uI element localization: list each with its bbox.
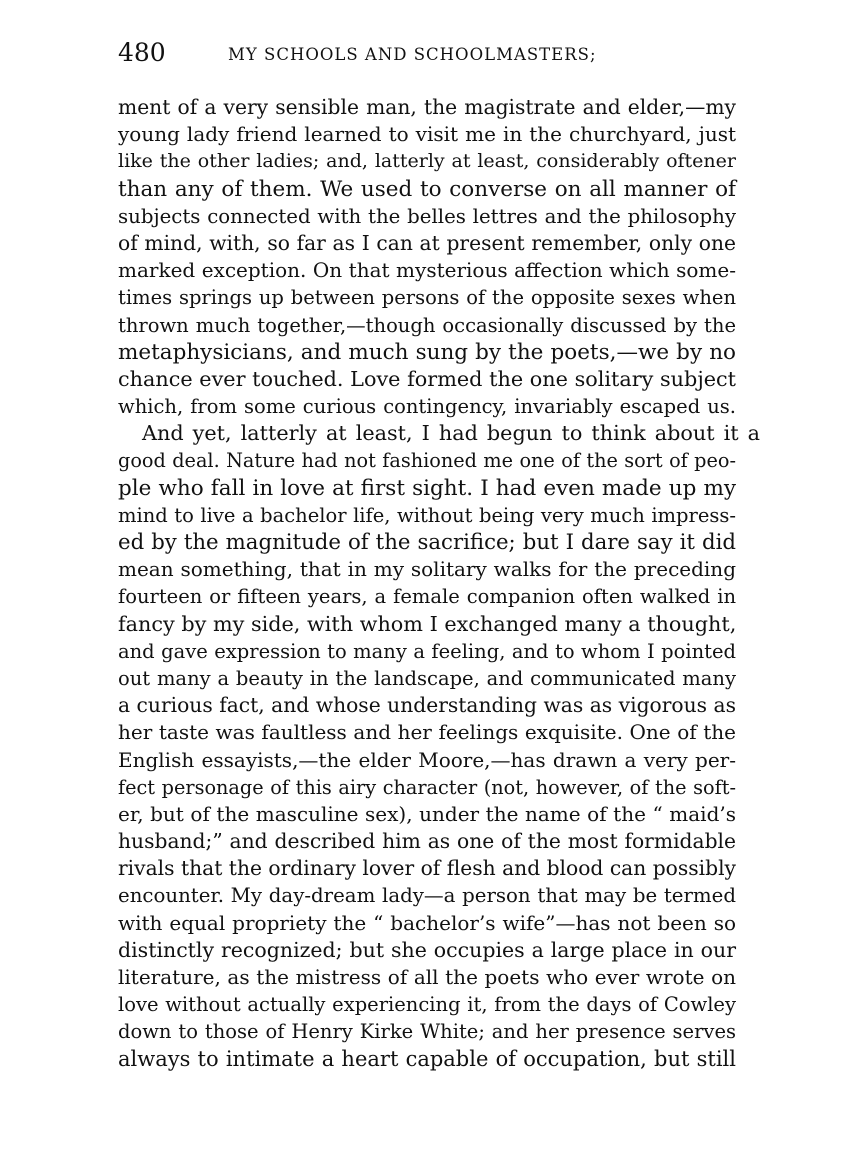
text-line: like the other ladies; and, latterly at least, considerably oftener [118, 150, 736, 173]
text-line: out many a beauty in the landscape, and communicated many [118, 666, 736, 690]
text-line: love without actually experiencing it, from the days of Cowley [118, 993, 736, 1017]
book-page [118, 38, 760, 1073]
text-line: fect personage of this airy character (not, however, of the soft- [118, 775, 736, 799]
text-line: and gave expression to many a feeling, and to whom I pointed [118, 639, 736, 663]
text-line: husband;” and described him as one of the most formidable [118, 829, 736, 854]
text-line: subjects connected with the belles lettres and the philosophy [118, 204, 736, 228]
text-line: literature, as the mistress of all the poets who ever wrote on [118, 965, 736, 989]
body-text [118, 94, 760, 1073]
text-line: thrown much together,—though occasionally discussed by the [118, 313, 736, 337]
running-head: MY SCHOOLS AND SCHOOLMASTERS; [228, 45, 597, 64]
text-line: er, but of the masculine sex), under the name of the “ maid’s [118, 801, 736, 826]
text-line: encounter. My day-dream lady—a person that may be termed [118, 884, 736, 908]
text-line: rivals that the ordinary lover of flesh and blood can possibly [118, 856, 737, 881]
text-line: English essayists,—the elder Moore,—has drawn a very per- [118, 747, 736, 772]
page-header [118, 38, 736, 72]
text-line: than any of them. We used to converse on all manner of [118, 176, 736, 202]
text-line: a curious fact, and whose understanding was as vigorous as [118, 693, 736, 718]
text-line: ed by the magnitude of the sacrifice; but I dare say it did [118, 530, 736, 555]
text-line: metaphysicians, and much sung by the poets,—we by no [118, 339, 736, 365]
page-number: 480 [118, 38, 166, 67]
text-line: marked exception. On that mysterious affection which some- [118, 258, 736, 283]
text-line: good deal. Nature had not fashioned me one of the sort of peo- [118, 449, 736, 473]
text-line: times springs up between persons of the opposite sexes when [118, 286, 736, 310]
text-line: fancy by my side, with whom I exchanged many a thought, [118, 611, 737, 636]
text-line: distinctly recognized; but she occupies a large place in our [118, 937, 736, 962]
text-line: her taste was faultless and her feelings exquisite. One of the [118, 720, 736, 745]
text-line: mean something, that in my solitary walks for the preceding [118, 557, 736, 582]
text-line: with equal propriety the “ bachelor’s wife”—has not been so [118, 910, 736, 935]
text-line: fourteen or fifteen years, a female companion often walked in [118, 585, 736, 609]
text-line: young lady friend learned to visit me in the churchyard, just [118, 122, 736, 147]
text-line: which, from some curious contingency, invariably escaped us. [118, 395, 736, 419]
text-line: mind to live a bachelor life, without being very much impress- [118, 503, 736, 527]
text-line: ment of a very sensible man, the magistrate and elder,—my [118, 95, 736, 119]
text-line: always to intimate a heart capable of occupation, but still [118, 1046, 736, 1071]
text-line: down to those of Henry Kirke White; and her presence serves [118, 1020, 736, 1044]
text-line: chance ever touched. Love formed the one solitary subject [118, 366, 736, 391]
text-line: And yet, latterly at least, I had begun to think about it a [142, 421, 760, 446]
text-line: ple who fall in love at first sight. I had even made up my [118, 475, 736, 501]
text-line: of mind, with, so far as I can at present remember, only one [118, 230, 736, 255]
